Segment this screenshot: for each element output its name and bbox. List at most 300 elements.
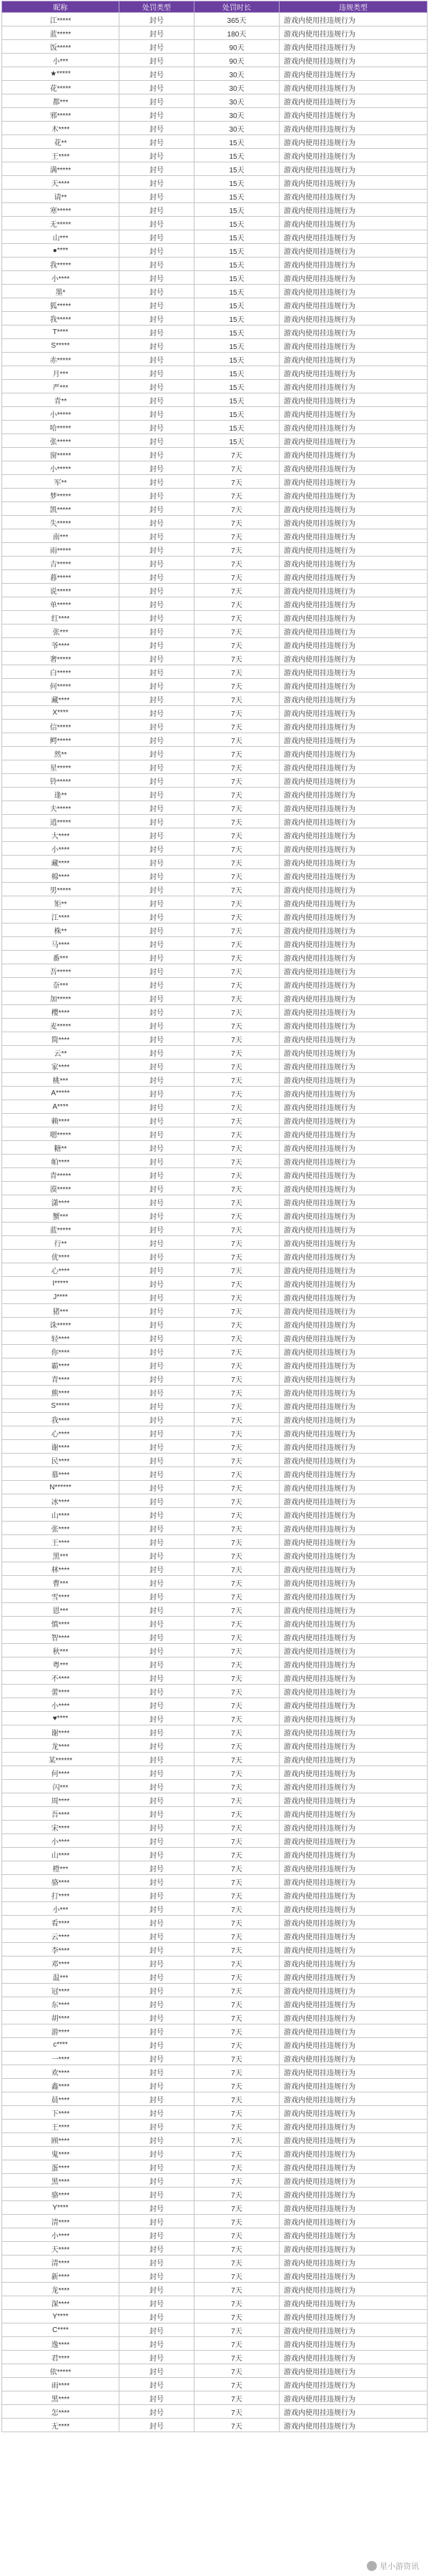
- cell-nickname: 新****: [2, 2269, 119, 2283]
- cell-violation-type: 游戏内使用挂违规行为: [280, 1834, 428, 1848]
- cell-penalty-type: 封号: [119, 1127, 194, 1141]
- cell-penalty-duration: 7天: [194, 2337, 280, 2351]
- cell-penalty-type: 封号: [119, 1331, 194, 1345]
- table-row: [2, 1195, 428, 1209]
- cell-nickname: 小***: [2, 1902, 119, 1916]
- table-row: [2, 1236, 428, 1250]
- cell-penalty-duration: 15天: [194, 135, 280, 149]
- cell-nickname: 矩**: [2, 896, 119, 910]
- cell-penalty-type: 封号: [119, 2038, 194, 2052]
- table-row: [2, 543, 428, 557]
- cell-violation-type: 游戏内使用挂违规行为: [280, 122, 428, 135]
- cell-penalty-type: 封号: [119, 13, 194, 26]
- cell-violation-type: 游戏内使用挂违规行为: [280, 1358, 428, 1372]
- cell-penalty-type: 封号: [119, 2011, 194, 2024]
- cell-penalty-type: 封号: [119, 1223, 194, 1236]
- cell-violation-type: 游戏内使用挂违规行为: [280, 1440, 428, 1454]
- cell-penalty-duration: 7天: [194, 1372, 280, 1386]
- table-row: [2, 353, 428, 366]
- cell-violation-type: 游戏内使用挂违规行为: [280, 407, 428, 421]
- cell-penalty-duration: 7天: [194, 2147, 280, 2160]
- cell-penalty-duration: 15天: [194, 285, 280, 298]
- cell-penalty-duration: 15天: [194, 271, 280, 285]
- cell-penalty-duration: 7天: [194, 543, 280, 557]
- cell-violation-type: 游戏内使用挂违规行为: [280, 842, 428, 856]
- cell-nickname: 诛*****: [2, 1318, 119, 1331]
- table-row: [2, 67, 428, 81]
- table-row: [2, 964, 428, 978]
- cell-nickname: 深****: [2, 2296, 119, 2310]
- cell-nickname: 优****: [2, 1250, 119, 1263]
- cell-penalty-type: 封号: [119, 828, 194, 842]
- cell-violation-type: 游戏内使用挂违规行为: [280, 380, 428, 393]
- cell-nickname: 月***: [2, 366, 119, 380]
- cell-violation-type: 游戏内使用挂违规行为: [280, 1494, 428, 1508]
- table-row: [2, 788, 428, 801]
- cell-penalty-type: 封号: [119, 1780, 194, 1793]
- cell-penalty-duration: 7天: [194, 760, 280, 774]
- cell-penalty-type: 封号: [119, 1426, 194, 1440]
- cell-penalty-duration: 7天: [194, 1807, 280, 1821]
- cell-violation-type: 游戏内使用挂违规行为: [280, 1236, 428, 1250]
- cell-violation-type: 游戏内使用挂违规行为: [280, 597, 428, 611]
- cell-violation-type: 游戏内使用挂违规行为: [280, 828, 428, 842]
- cell-penalty-type: 封号: [119, 1073, 194, 1087]
- cell-violation-type: 游戏内使用挂违规行为: [280, 1644, 428, 1657]
- table-row: [2, 2337, 428, 2351]
- cell-penalty-type: 封号: [119, 1997, 194, 2011]
- cell-nickname: 嗯*****: [2, 1127, 119, 1141]
- table-row: [2, 2323, 428, 2337]
- table-row: [2, 828, 428, 842]
- cell-penalty-type: 封号: [119, 937, 194, 951]
- cell-penalty-duration: 7天: [194, 2228, 280, 2242]
- cell-penalty-duration: 7天: [194, 2419, 280, 2432]
- table-row: [2, 625, 428, 638]
- cell-violation-type: 游戏内使用挂违规行为: [280, 366, 428, 380]
- cell-violation-type: 游戏内使用挂违规行为: [280, 2079, 428, 2092]
- cell-violation-type: 游戏内使用挂违规行为: [280, 1277, 428, 1291]
- table-row: [2, 1875, 428, 1889]
- table-row: [2, 1630, 428, 1644]
- cell-violation-type: 游戏内使用挂违规行为: [280, 2052, 428, 2065]
- cell-penalty-duration: 7天: [194, 2079, 280, 2092]
- cell-penalty-duration: 7天: [194, 652, 280, 665]
- table-row: [2, 2405, 428, 2419]
- cell-penalty-type: 封号: [119, 1821, 194, 1834]
- cell-penalty-type: 封号: [119, 1698, 194, 1712]
- cell-penalty-type: 封号: [119, 1590, 194, 1603]
- cell-penalty-type: 封号: [119, 2106, 194, 2120]
- cell-violation-type: 游戏内使用挂违规行为: [280, 1753, 428, 1766]
- cell-penalty-type: 封号: [119, 1807, 194, 1821]
- cell-penalty-type: 封号: [119, 720, 194, 733]
- cell-violation-type: 游戏内使用挂违规行为: [280, 2228, 428, 2242]
- cell-violation-type: 游戏内使用挂违规行为: [280, 1535, 428, 1549]
- table-row: [2, 1657, 428, 1671]
- cell-penalty-type: 封号: [119, 1549, 194, 1562]
- cell-penalty-type: 封号: [119, 883, 194, 896]
- cell-penalty-duration: 7天: [194, 2024, 280, 2038]
- cell-violation-type: 游戏内使用挂违规行为: [280, 964, 428, 978]
- table-row: [2, 421, 428, 434]
- table-row: [2, 1685, 428, 1698]
- table-row: [2, 951, 428, 964]
- cell-violation-type: 游戏内使用挂违规行为: [280, 2337, 428, 2351]
- table-row: [2, 1712, 428, 1725]
- cell-nickname: ★*****: [2, 67, 119, 81]
- cell-nickname: 怎****: [2, 2405, 119, 2419]
- cell-penalty-duration: 7天: [194, 856, 280, 869]
- cell-penalty-duration: 7天: [194, 1766, 280, 1780]
- cell-nickname: 雨****: [2, 2378, 119, 2391]
- table-row: [2, 1549, 428, 1562]
- cell-nickname: 张****: [2, 1522, 119, 1535]
- cell-penalty-duration: 7天: [194, 924, 280, 937]
- cell-penalty-duration: 7天: [194, 529, 280, 543]
- cell-violation-type: 游戏内使用挂违规行为: [280, 1059, 428, 1073]
- cell-penalty-type: 封号: [119, 910, 194, 924]
- cell-nickname: 不****: [2, 1671, 119, 1685]
- table-row: [2, 1848, 428, 1861]
- cell-nickname: 信*****: [2, 720, 119, 733]
- cell-violation-type: 游戏内使用挂违规行为: [280, 1318, 428, 1331]
- cell-nickname: ♥****: [2, 1712, 119, 1725]
- cell-penalty-duration: 7天: [194, 2242, 280, 2256]
- cell-penalty-duration: 7天: [194, 1345, 280, 1358]
- cell-penalty-duration: 7天: [194, 1739, 280, 1753]
- cell-violation-type: 游戏内使用挂违规行为: [280, 951, 428, 964]
- cell-penalty-type: 封号: [119, 1481, 194, 1494]
- cell-penalty-type: 封号: [119, 339, 194, 353]
- cell-violation-type: 游戏内使用挂违规行为: [280, 2215, 428, 2228]
- cell-penalty-duration: 7天: [194, 1454, 280, 1467]
- cell-penalty-duration: 7天: [194, 489, 280, 502]
- table-row: [2, 298, 428, 312]
- cell-nickname: 鳄*****: [2, 733, 119, 747]
- cell-penalty-duration: 7天: [194, 448, 280, 461]
- cell-violation-type: 游戏内使用挂违规行为: [280, 2419, 428, 2432]
- table-row: [2, 1100, 428, 1114]
- table-row: [2, 81, 428, 94]
- cell-penalty-type: 封号: [119, 366, 194, 380]
- cell-nickname: 漠*****: [2, 1182, 119, 1195]
- table-row: [2, 366, 428, 380]
- cell-nickname: 小*****: [2, 461, 119, 475]
- cell-violation-type: 游戏内使用挂违规行为: [280, 94, 428, 108]
- cell-violation-type: 游戏内使用挂违规行为: [280, 1019, 428, 1032]
- cell-violation-type: 游戏内使用挂违规行为: [280, 1250, 428, 1263]
- table-row: [2, 2106, 428, 2120]
- cell-penalty-duration: 7天: [194, 951, 280, 964]
- cell-penalty-type: 封号: [119, 1087, 194, 1100]
- cell-nickname: 小*****: [2, 407, 119, 421]
- cell-penalty-type: 封号: [119, 2092, 194, 2106]
- cell-penalty-type: 封号: [119, 461, 194, 475]
- cell-penalty-duration: 7天: [194, 706, 280, 720]
- table-row: [2, 203, 428, 217]
- cell-penalty-duration: 7天: [194, 1046, 280, 1059]
- cell-penalty-type: 封号: [119, 1943, 194, 1957]
- table-row: [2, 2242, 428, 2256]
- cell-penalty-type: 封号: [119, 1372, 194, 1386]
- cell-penalty-duration: 7天: [194, 1943, 280, 1957]
- cell-violation-type: 游戏内使用挂违规行为: [280, 2092, 428, 2106]
- table-row: [2, 1331, 428, 1345]
- cell-nickname: 清****: [2, 2215, 119, 2228]
- cell-nickname: 青****: [2, 1372, 119, 1386]
- cell-nickname: 轻****: [2, 1331, 119, 1345]
- cell-penalty-type: 封号: [119, 2242, 194, 2256]
- table-row: [2, 230, 428, 244]
- cell-nickname: 星*****: [2, 760, 119, 774]
- cell-penalty-type: 封号: [119, 2065, 194, 2079]
- cell-penalty-duration: 7天: [194, 2174, 280, 2188]
- cell-penalty-type: 封号: [119, 1318, 194, 1331]
- cell-penalty-duration: 7天: [194, 461, 280, 475]
- cell-penalty-type: 封号: [119, 625, 194, 638]
- cell-penalty-type: 封号: [119, 1399, 194, 1413]
- cell-penalty-type: 封号: [119, 1236, 194, 1250]
- cell-violation-type: 游戏内使用挂违规行为: [280, 1698, 428, 1712]
- cell-nickname: 粤***: [2, 1657, 119, 1671]
- cell-penalty-duration: 7天: [194, 733, 280, 747]
- table-row: [2, 1739, 428, 1753]
- cell-penalty-type: 封号: [119, 1209, 194, 1223]
- cell-penalty-type: 封号: [119, 1155, 194, 1168]
- table-row: [2, 774, 428, 788]
- cell-penalty-duration: 7天: [194, 1957, 280, 1970]
- cell-penalty-duration: 7天: [194, 1902, 280, 1916]
- cell-penalty-duration: 15天: [194, 217, 280, 230]
- table-row: [2, 1073, 428, 1087]
- cell-violation-type: 游戏内使用挂违规行为: [280, 910, 428, 924]
- penalty-table: [1, 1, 428, 2432]
- cell-penalty-duration: 7天: [194, 1059, 280, 1073]
- cell-nickname: S*****: [2, 339, 119, 353]
- cell-violation-type: 游戏内使用挂违规行为: [280, 2405, 428, 2419]
- cell-violation-type: 游戏内使用挂违规行为: [280, 1997, 428, 2011]
- cell-violation-type: 游戏内使用挂违规行为: [280, 1576, 428, 1590]
- table-row: [2, 2011, 428, 2024]
- cell-penalty-type: 封号: [119, 2228, 194, 2242]
- cell-penalty-type: 封号: [119, 81, 194, 94]
- cell-penalty-type: 封号: [119, 869, 194, 883]
- header-violation-type: 违规类型: [280, 1, 428, 13]
- cell-penalty-duration: 7天: [194, 2052, 280, 2065]
- cell-penalty-duration: 7天: [194, 2378, 280, 2391]
- cell-nickname: 雨*****: [2, 543, 119, 557]
- cell-violation-type: 游戏内使用挂违规行为: [280, 1399, 428, 1413]
- cell-violation-type: 游戏内使用挂违规行为: [280, 1821, 428, 1834]
- cell-penalty-type: 封号: [119, 557, 194, 570]
- cell-violation-type: 游戏内使用挂违规行为: [280, 1671, 428, 1685]
- cell-violation-type: 游戏内使用挂违规行为: [280, 1889, 428, 1902]
- cell-nickname: 王****: [2, 149, 119, 162]
- cell-nickname: 冠****: [2, 1984, 119, 1997]
- cell-violation-type: 游戏内使用挂违规行为: [280, 1766, 428, 1780]
- table-row: [2, 760, 428, 774]
- cell-penalty-duration: 7天: [194, 2092, 280, 2106]
- table-row: [2, 2351, 428, 2364]
- table-row: [2, 448, 428, 461]
- table-row: [2, 1182, 428, 1195]
- cell-nickname: 骆****: [2, 2188, 119, 2201]
- cell-penalty-type: 封号: [119, 1889, 194, 1902]
- cell-penalty-duration: 15天: [194, 421, 280, 434]
- table-row: [2, 1753, 428, 1766]
- table-row: [2, 325, 428, 339]
- cell-violation-type: 游戏内使用挂违规行为: [280, 1725, 428, 1739]
- cell-nickname: 逍*****: [2, 815, 119, 828]
- cell-nickname: ●****: [2, 244, 119, 258]
- cell-violation-type: 游戏内使用挂违规行为: [280, 1345, 428, 1358]
- cell-penalty-type: 封号: [119, 190, 194, 203]
- cell-violation-type: 游戏内使用挂违规行为: [280, 1263, 428, 1277]
- cell-penalty-type: 封号: [119, 489, 194, 502]
- cell-penalty-duration: 7天: [194, 1549, 280, 1562]
- cell-nickname: 哈*****: [2, 421, 119, 434]
- table-row: [2, 1345, 428, 1358]
- cell-penalty-duration: 7天: [194, 2065, 280, 2079]
- cell-violation-type: 游戏内使用挂违规行为: [280, 448, 428, 461]
- table-row: [2, 638, 428, 652]
- table-row: [2, 108, 428, 122]
- table-row: [2, 2256, 428, 2269]
- cell-penalty-type: 封号: [119, 1861, 194, 1875]
- table-row: [2, 1821, 428, 1834]
- cell-violation-type: 游戏内使用挂违规行为: [280, 2364, 428, 2378]
- cell-penalty-duration: 7天: [194, 2106, 280, 2120]
- cell-penalty-type: 封号: [119, 1168, 194, 1182]
- cell-penalty-type: 封号: [119, 2147, 194, 2160]
- cell-penalty-type: 封号: [119, 1576, 194, 1590]
- cell-penalty-type: 封号: [119, 1386, 194, 1399]
- cell-nickname: 株**: [2, 924, 119, 937]
- cell-penalty-duration: 7天: [194, 516, 280, 529]
- cell-violation-type: 游戏内使用挂违规行为: [280, 2256, 428, 2269]
- cell-violation-type: 游戏内使用挂违规行为: [280, 1807, 428, 1821]
- cell-violation-type: 游戏内使用挂违规行为: [280, 1454, 428, 1467]
- cell-penalty-duration: 7天: [194, 1141, 280, 1155]
- cell-penalty-duration: 7天: [194, 2364, 280, 2378]
- cell-nickname: 李****: [2, 1943, 119, 1957]
- cell-penalty-type: 封号: [119, 1291, 194, 1304]
- cell-nickname: 棉****: [2, 869, 119, 883]
- cell-penalty-duration: 7天: [194, 978, 280, 991]
- table-row: [2, 461, 428, 475]
- table-row: [2, 1168, 428, 1182]
- cell-nickname: 藏****: [2, 856, 119, 869]
- cell-violation-type: 游戏内使用挂违规行为: [280, 516, 428, 529]
- cell-penalty-duration: 7天: [194, 1685, 280, 1698]
- cell-violation-type: 游戏内使用挂违规行为: [280, 2378, 428, 2391]
- cell-nickname: 蟹***: [2, 1209, 119, 1223]
- cell-penalty-type: 封号: [119, 1494, 194, 1508]
- cell-violation-type: 游戏内使用挂违规行为: [280, 2065, 428, 2079]
- cell-violation-type: 游戏内使用挂违规行为: [280, 489, 428, 502]
- cell-violation-type: 游戏内使用挂违规行为: [280, 2147, 428, 2160]
- cell-penalty-duration: 7天: [194, 1603, 280, 1617]
- cell-penalty-duration: 15天: [194, 339, 280, 353]
- table-row: [2, 815, 428, 828]
- cell-penalty-duration: 7天: [194, 937, 280, 951]
- cell-penalty-type: 封号: [119, 1440, 194, 1454]
- cell-violation-type: 游戏内使用挂违规行为: [280, 1413, 428, 1426]
- cell-penalty-type: 封号: [119, 774, 194, 788]
- cell-penalty-type: 封号: [119, 1671, 194, 1685]
- cell-penalty-duration: 7天: [194, 1916, 280, 1929]
- table-row: [2, 162, 428, 176]
- cell-penalty-type: 封号: [119, 2201, 194, 2215]
- cell-violation-type: 游戏内使用挂违规行为: [280, 638, 428, 652]
- cell-penalty-type: 封号: [119, 393, 194, 407]
- cell-nickname: 失*****: [2, 516, 119, 529]
- table-row: [2, 611, 428, 625]
- cell-nickname: 雪****: [2, 1590, 119, 1603]
- cell-nickname: 简****: [2, 1032, 119, 1046]
- table-row: [2, 1902, 428, 1916]
- cell-nickname: 心****: [2, 1426, 119, 1440]
- table-row: [2, 1304, 428, 1318]
- cell-penalty-duration: 7天: [194, 1236, 280, 1250]
- table-row: [2, 2364, 428, 2378]
- cell-violation-type: 游戏内使用挂违规行为: [280, 924, 428, 937]
- cell-penalty-type: 封号: [119, 203, 194, 217]
- cell-violation-type: 游戏内使用挂违规行为: [280, 1549, 428, 1562]
- cell-penalty-type: 封号: [119, 176, 194, 190]
- cell-penalty-duration: 15天: [194, 353, 280, 366]
- cell-violation-type: 游戏内使用挂违规行为: [280, 108, 428, 122]
- table-row: [2, 801, 428, 815]
- header-penalty-type: 处罚类型: [119, 1, 194, 13]
- table-row: [2, 1508, 428, 1522]
- cell-violation-type: 游戏内使用挂违规行为: [280, 1481, 428, 1494]
- cell-violation-type: 游戏内使用挂违规行为: [280, 584, 428, 597]
- cell-nickname: 王****: [2, 1535, 119, 1549]
- cell-penalty-type: 封号: [119, 26, 194, 40]
- table-row: [2, 1440, 428, 1454]
- cell-violation-type: 游戏内使用挂违规行为: [280, 1875, 428, 1889]
- cell-violation-type: 游戏内使用挂违规行为: [280, 1141, 428, 1155]
- table-row: [2, 1725, 428, 1739]
- cell-nickname: C****: [2, 2323, 119, 2337]
- cell-nickname: 鬼****: [2, 2147, 119, 2160]
- cell-nickname: 谢****: [2, 1725, 119, 1739]
- cell-violation-type: 游戏内使用挂违规行为: [280, 1005, 428, 1019]
- table-row: [2, 1984, 428, 1997]
- cell-penalty-duration: 7天: [194, 570, 280, 584]
- cell-nickname: 严***: [2, 380, 119, 393]
- cell-nickname: 君****: [2, 2351, 119, 2364]
- cell-penalty-type: 封号: [119, 2378, 194, 2391]
- cell-penalty-duration: 7天: [194, 638, 280, 652]
- cell-penalty-duration: 7天: [194, 1508, 280, 1522]
- cell-nickname: 秋***: [2, 1644, 119, 1657]
- cell-violation-type: 游戏内使用挂违规行为: [280, 1848, 428, 1861]
- table-row: [2, 706, 428, 720]
- table-row: [2, 1209, 428, 1223]
- cell-nickname: 民****: [2, 1454, 119, 1467]
- cell-penalty-type: 封号: [119, 353, 194, 366]
- cell-nickname: A****: [2, 1100, 119, 1114]
- cell-nickname: 胡****: [2, 2011, 119, 2024]
- cell-violation-type: 游戏内使用挂违规行为: [280, 393, 428, 407]
- cell-violation-type: 游戏内使用挂违规行为: [280, 1386, 428, 1399]
- cell-penalty-type: 封号: [119, 1739, 194, 1753]
- cell-penalty-type: 封号: [119, 502, 194, 516]
- table-body: [2, 13, 428, 2432]
